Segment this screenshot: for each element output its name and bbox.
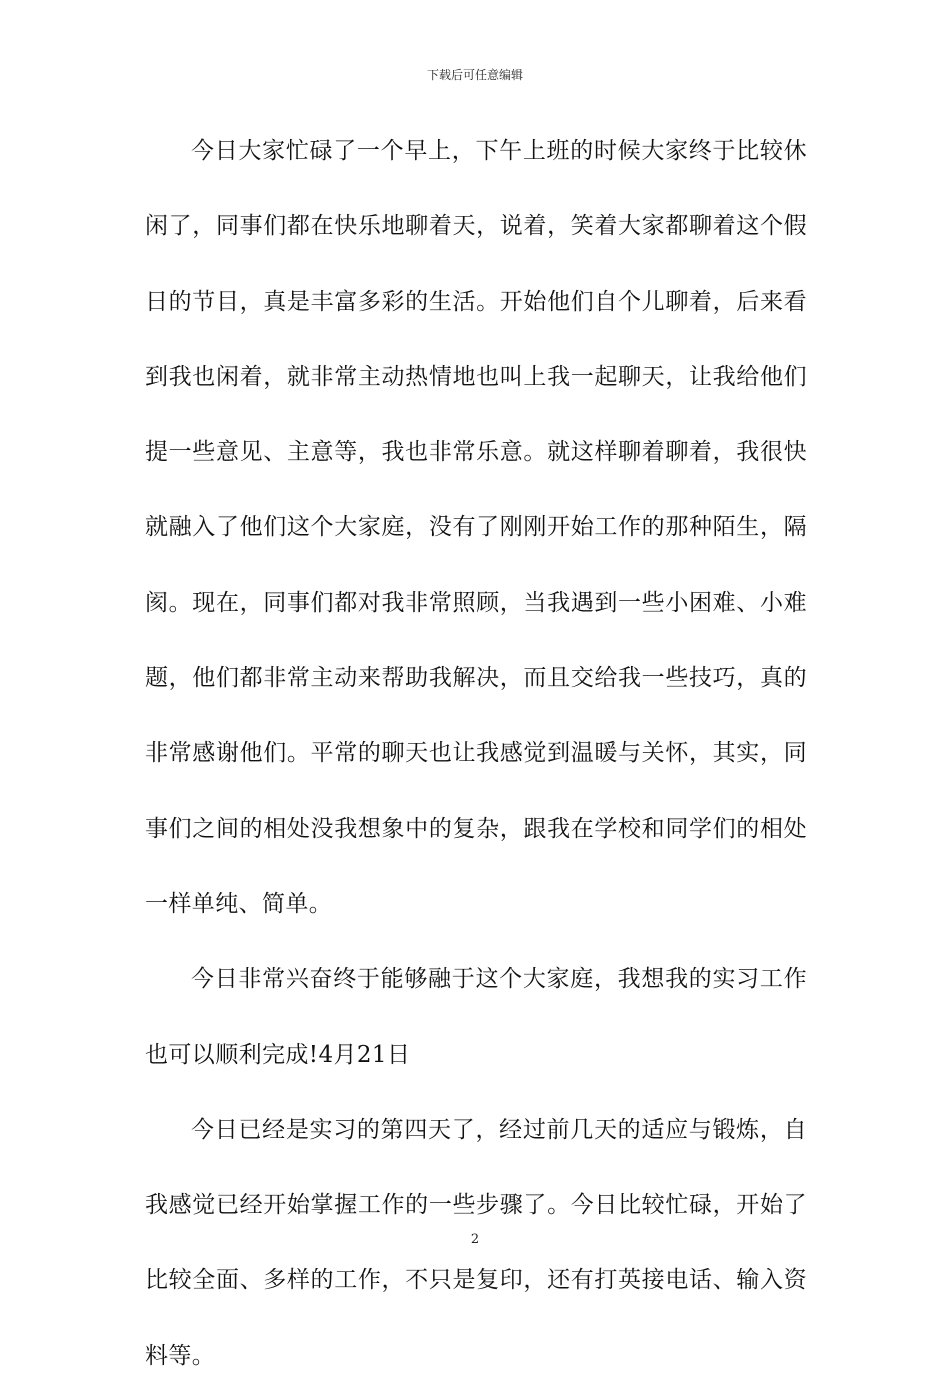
paragraph: 今日非常兴奋终于能够融于这个大家庭，我想我的实习工作也可以顺利完成!4月21日	[145, 966, 807, 1068]
document-body	[145, 114, 807, 1394]
page-number: 2	[470, 1232, 480, 1247]
paragraph: 今日大家忙碌了一个早上，下午上班的时候大家终于比较休闲了，同事们都在快乐地聊着天，说着，笑着大家都聊着这个假日的节目，真是丰富多彩的生活。开始他们自个儿聊着，后来看到我也闲着，就非常主动热情地也叫上我一起聊天，让我给他们提一些意见、主意等，我也非常乐意。就这样聊着聊着，我很快就融入了他们这个大家庭，没有了刚刚开始工作的那种陌生，隔阂。现在，同事们都对我非常照顾，当我遇到一些小困难、小难题，他们都非常主动来帮助我解决，而且交给我一些技巧，真的非常感谢他们。平常的聊天也让我感觉到温暖与关怀，其实，同事们之间的相处没我想象中的复杂，跟我在学校和同学们的相处一样单纯、简单。	[145, 138, 807, 917]
paragraph: 今日已经是实习的第四天了，经过前几天的适应与锻炼，自我感觉已经开始掌握工作的一些步骤了。今日比较忙碌，开始了比较全面、多样的工作，不只是复印，还有打英接电话、输入资料等。	[145, 1116, 807, 1369]
header-note: 下载后可任意编辑	[426, 68, 523, 82]
